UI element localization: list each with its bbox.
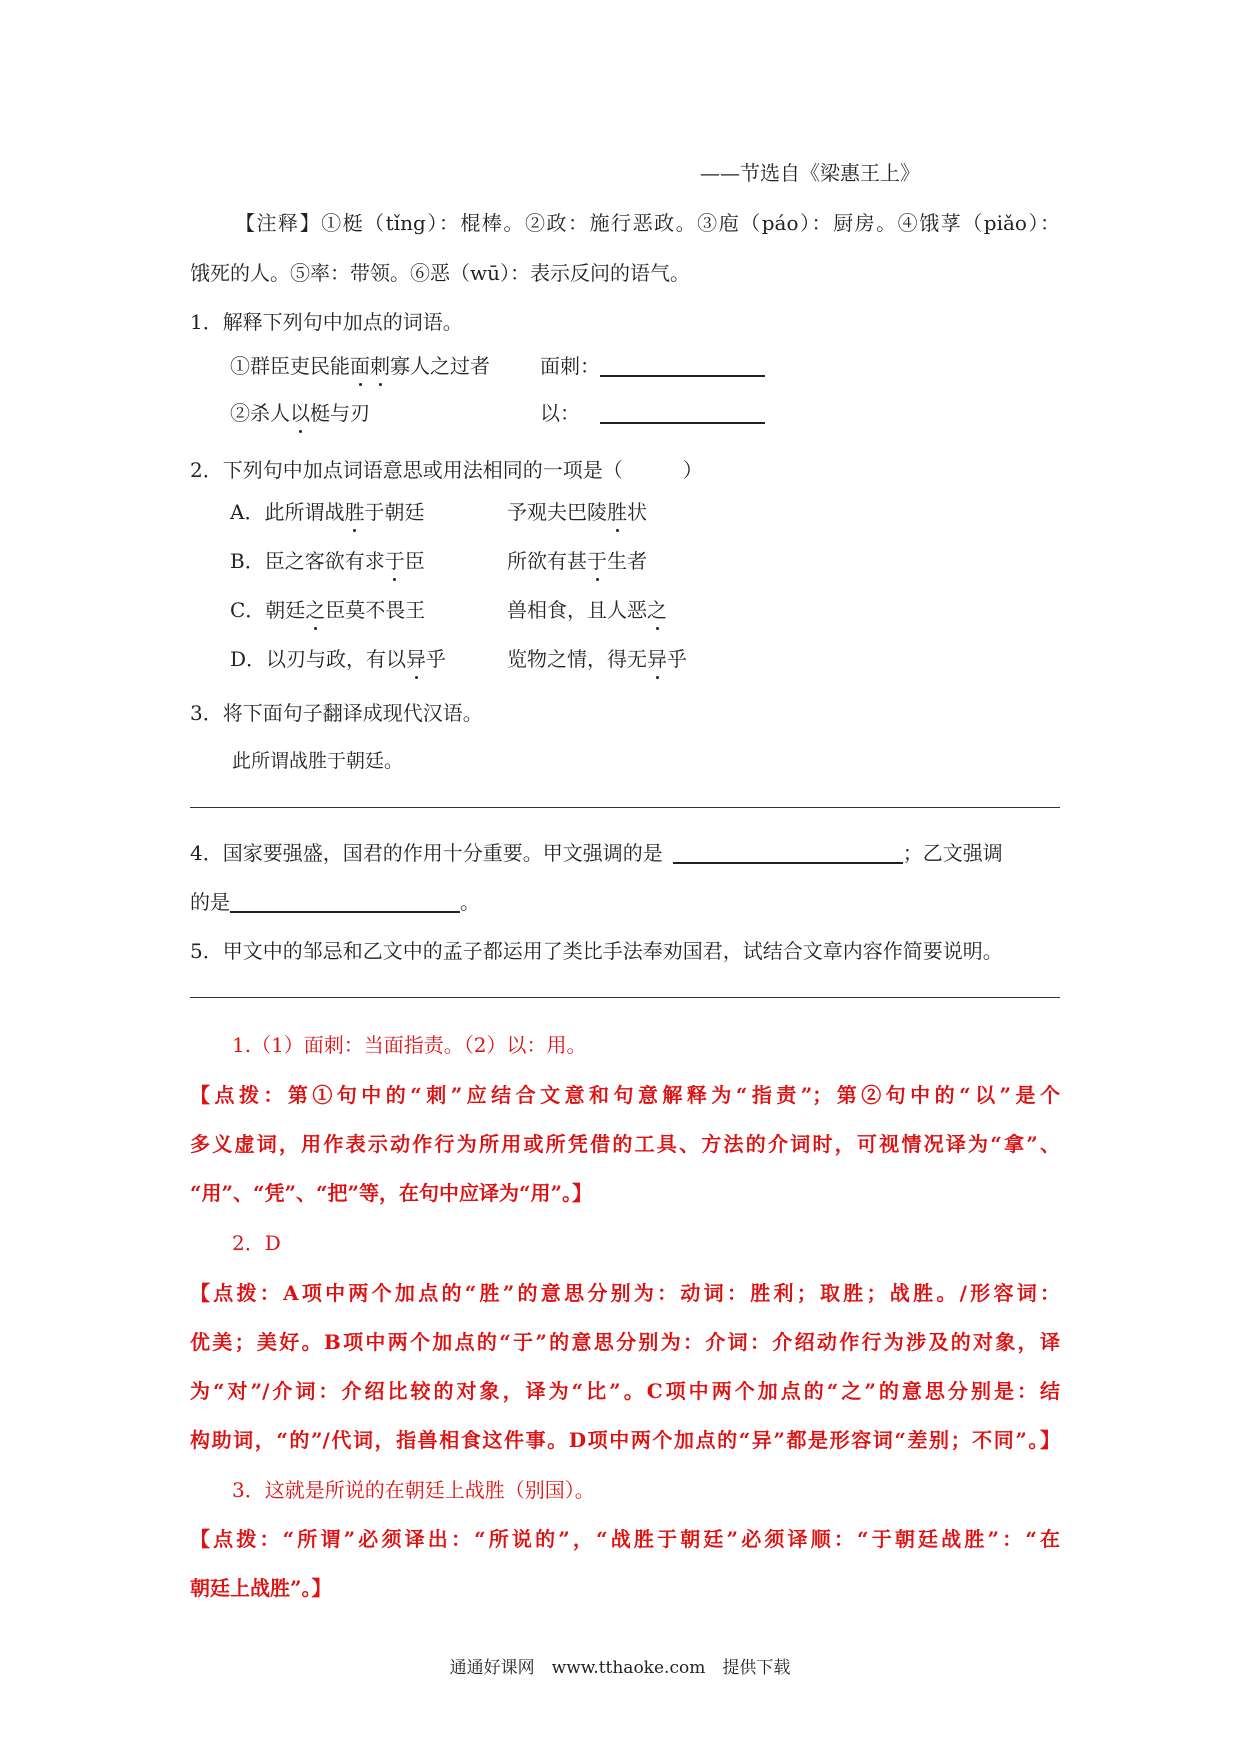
- dotted-word: 异: [647, 644, 667, 674]
- q2-option-d-right: 览物之情，得无异乎: [507, 644, 687, 674]
- tip-3-line-2: 朝廷上战胜”。】: [190, 1576, 332, 1600]
- q3-answer-line[interactable]: [190, 807, 1060, 808]
- source-citation: ——节选自《梁惠王上》: [700, 161, 920, 185]
- tip-2-line-3: 为“对”/介词：介绍比较的对象，译为“比”。C项中两个加点的“之”的意思分别是：结: [190, 1379, 1060, 1403]
- answer-blank[interactable]: [673, 840, 903, 864]
- answer-blank[interactable]: [600, 400, 765, 424]
- dotted-word: 胜: [344, 497, 364, 527]
- tip-2-line-2: 优美；美好。B项中两个加点的“于”的意思分别为：介词：介绍动作行为涉及的对象，译: [190, 1330, 1060, 1354]
- q5-answer-line[interactable]: [190, 997, 1060, 998]
- page-footer: 通通好课网 www.tthaoke.com 提供下载: [449, 1658, 791, 1678]
- answer-3: 3．这就是所说的在朝廷上战胜（别国）。: [232, 1478, 595, 1502]
- q1-title: 1．解释下列句中加点的词语。: [190, 310, 463, 334]
- q1-answer-2: 以：: [540, 398, 765, 428]
- tip-1-line-1: 【点拨：第①句中的“刺”应结合文意和句意解释为“指责”；第②句中的“以”是个: [190, 1083, 1060, 1107]
- tip-2-line-4: 构助词，“的”/代词，指兽相食这件事。D项中两个加点的“异”都是形容词“差别；不同”。】: [190, 1428, 1060, 1452]
- tip-1-line-3: “用”、“凭”、“把”等，在句中应译为“用”。】: [190, 1181, 593, 1205]
- q1-item-1: ①群臣吏民能面刺寡人之过者: [230, 351, 490, 381]
- answer-blank[interactable]: [600, 353, 765, 377]
- tip-3-line-1: 【点拨：“所谓”必须译出：“所说的”，“战胜于朝廷”必须译顺：“于朝廷战胜”：“在: [190, 1527, 1060, 1551]
- q3-title: 3．将下面句子翻译成现代汉语。: [190, 701, 483, 725]
- q2-title: 2．下列句中加点词语意思或用法相同的一项是（ ）: [190, 458, 703, 482]
- q3-sentence: 此所谓战胜于朝廷。: [232, 750, 404, 772]
- q5-title: 5．甲文中的邹忌和乙文中的孟子都运用了类比手法奉劝国君，试结合文章内容作简要说明。: [190, 939, 1003, 963]
- answer-1: 1.（1）面刺：当面指责。（2）以：用。: [232, 1033, 587, 1057]
- note-line-1: 【注释】①梃（tǐng）：棍棒。②政：施行恶政。③庖（páo）：厨房。④饿莩（piǎo）：: [235, 211, 1060, 235]
- q2-option-d-left: D．以刃与政，有以异乎: [230, 644, 446, 674]
- answer-blank[interactable]: [230, 889, 460, 913]
- answer-2: 2．D: [232, 1231, 281, 1255]
- q4-line-2: 的是 。: [190, 890, 480, 914]
- dotted-word: 于: [587, 546, 607, 576]
- q1-item-2: ②杀人以梃与刃: [230, 398, 370, 428]
- dotted-word: 之: [647, 595, 667, 625]
- q2-option-b-left: B．臣之客欲有求于臣: [230, 546, 425, 576]
- note-line-2: 饿死的人。⑤率：带领。⑥恶（wū）：表示反问的语气。: [190, 261, 690, 285]
- dotted-word: 刺: [370, 351, 390, 381]
- q4-line-1: 4．国家要强盛，国君的作用十分重要。甲文强调的是 ；乙文强调: [190, 841, 1003, 865]
- tip-1-line-2: 多义虚词，用作表示动作行为所用或所凭借的工具、方法的介词时，可视情况译为“拿”、: [190, 1132, 1060, 1156]
- q2-option-a-right: 予观夫巴陵胜状: [507, 497, 647, 527]
- tip-2-line-1: 【点拨：A项中两个加点的“胜”的意思分别为：动词：胜利；取胜；战胜。/形容词：: [190, 1281, 1060, 1305]
- q2-option-a-left: A．此所谓战胜于朝廷: [230, 497, 424, 527]
- q2-option-c-right: 兽相食，且人恶之: [507, 595, 667, 625]
- q1-answer-1: 面刺：: [540, 351, 765, 381]
- dotted-word: 于: [385, 546, 405, 576]
- q2-option-c-left: C．朝廷之臣莫不畏王: [230, 595, 425, 625]
- dotted-word: 面: [350, 351, 370, 381]
- q2-option-b-right: 所欲有甚于生者: [507, 546, 647, 576]
- dotted-word: 之: [305, 595, 325, 625]
- dotted-word: 以: [290, 398, 310, 428]
- dotted-word: 异: [406, 644, 426, 674]
- dotted-word: 胜: [607, 497, 627, 527]
